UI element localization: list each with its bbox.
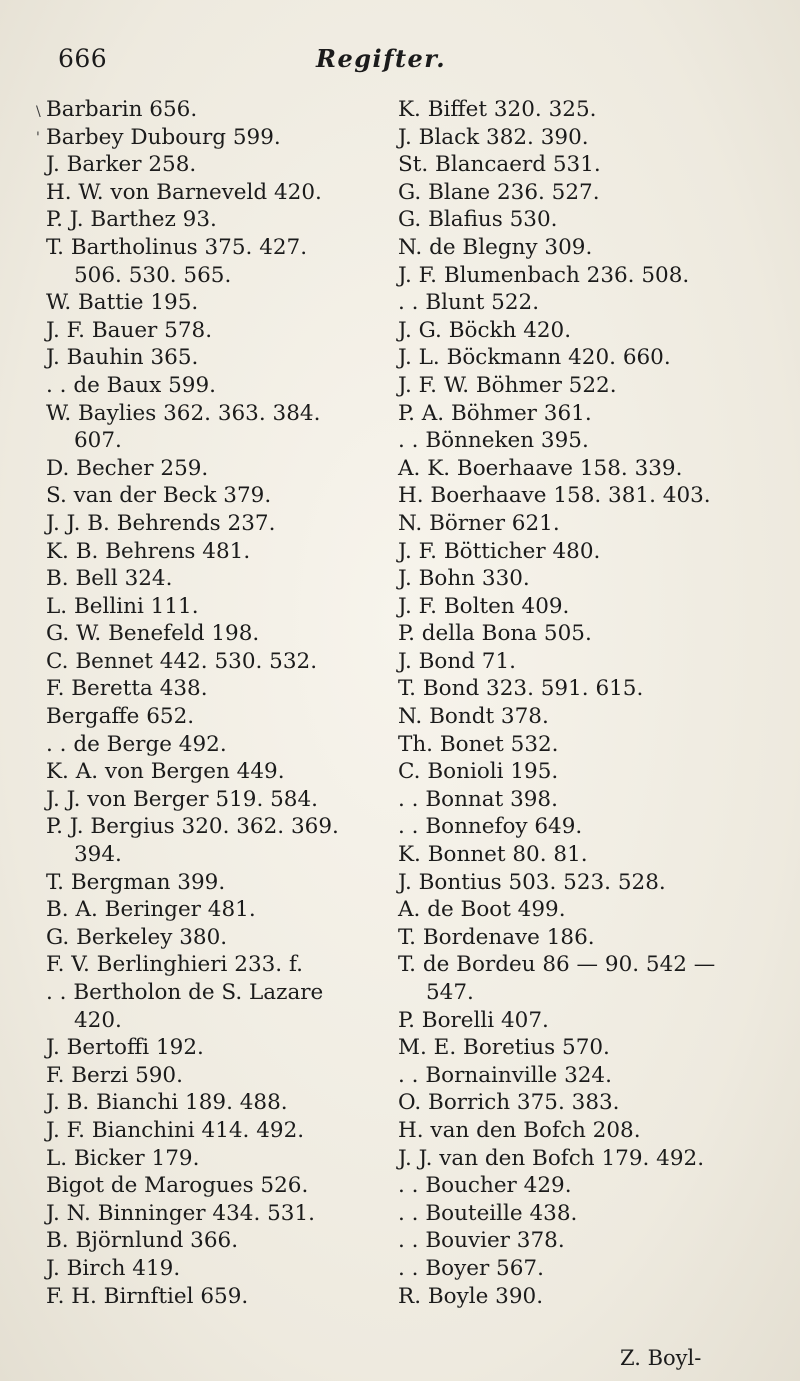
index-entry: P. Borelli 407. xyxy=(398,1007,549,1033)
index-entry: S. van der Beck 379. xyxy=(46,483,272,509)
index-entry: . . Bertholon de S. Lazare xyxy=(46,980,324,1005)
page-number: 666 xyxy=(58,44,108,73)
index-entry: H. W. von Barneveld 420. xyxy=(46,179,322,205)
index-entry: . . Bouvier 378. xyxy=(398,1228,565,1254)
index-entry: T. Bordenave 186. xyxy=(398,924,595,950)
index-entry: Barbarin 656. xyxy=(46,97,198,122)
index-entry: M. E. Boretius 570. xyxy=(398,1035,610,1061)
running-title: Regifter. xyxy=(316,44,447,73)
index-entry: C. Bonioli 195. xyxy=(398,759,559,785)
index-entry: J. F. Bianchini 414. 492. xyxy=(46,1117,305,1143)
index-entry: F. H. Birnftiel 659. xyxy=(46,1283,249,1309)
index-entry: T. Bond 323. 591. 615. xyxy=(398,676,644,702)
index-entry: G. Blafius 530. xyxy=(398,207,558,233)
index-entry: J. Black 382. 390. xyxy=(398,124,589,150)
index-entry: J. J. van den Bofch 179. 492. xyxy=(398,1145,705,1171)
index-entry: . . Boucher 429. xyxy=(398,1173,572,1199)
index-entry: J. Bond 71. xyxy=(398,648,516,674)
index-entry: J. F. W. Böhmer 522. xyxy=(398,372,617,398)
index-entry: . . Bönneken 395. xyxy=(398,428,589,454)
index-entry: N. de Blegny 309. xyxy=(398,234,593,260)
index-entry: G. Berkeley 380. xyxy=(46,924,228,950)
index-entry: T. Bergman 399. xyxy=(46,869,226,895)
index-entry: P. J. Bergius 320. 362. 369. xyxy=(46,814,339,840)
index-entry: R. Boyle 390. xyxy=(398,1283,544,1309)
index-entry: J. Bertoffi 192. xyxy=(46,1035,204,1061)
index-entry: N. Bondt 378. xyxy=(398,704,549,730)
index-entry: G. Blane 236. 527. xyxy=(398,179,600,205)
index-entry: N. Börner 621. xyxy=(398,510,560,536)
index-entry: H. van den Bofch 208. xyxy=(398,1117,641,1143)
index-entry: J. J. B. Behrends 237. xyxy=(46,510,276,536)
index-entry: . . Boyer 567. xyxy=(398,1255,544,1281)
index-entry: . . de Berge 492. xyxy=(46,731,227,757)
index-entry: K. Bonnet 80. 81. xyxy=(398,842,588,868)
index-entry: J. F. Bauer 578. xyxy=(46,317,213,343)
index-entry: B. Bell 324. xyxy=(46,566,173,592)
index-entry: O. Borrich 375. 383. xyxy=(398,1090,620,1116)
index-entry: C. Bennet 442. 530. 532. xyxy=(46,648,318,674)
index-entry: T. Bartholinus 375. 427. xyxy=(46,234,308,260)
index-entry-continuation: 506. 530. 565. xyxy=(74,262,232,288)
index-entry: D. Becher 259. xyxy=(46,455,209,481)
index-entry-continuation: 420. xyxy=(74,1007,122,1033)
index-entry: W. Baylies 362. 363. 384. xyxy=(46,400,321,426)
index-entry: P. A. Böhmer 361. xyxy=(398,400,592,426)
index-entry: K. B. Behrens 481. xyxy=(46,538,251,564)
index-entry: J. F. Bötticher 480. xyxy=(398,538,601,564)
index-entry: F. Beretta 438. xyxy=(46,676,208,702)
margin-mark: ' xyxy=(36,130,40,146)
index-entry: F. Berzi 590. xyxy=(46,1062,183,1088)
index-entry: B. A. Beringer 481. xyxy=(46,897,256,923)
index-entry: B. Björnlund 366. xyxy=(46,1228,239,1254)
margin-mark: \ xyxy=(36,104,41,120)
index-entry-continuation: 607. xyxy=(74,428,122,454)
index-column-left xyxy=(46,96,406,1310)
index-entry: J. F. Bolten 409. xyxy=(398,593,570,619)
index-entry: St. Blancaerd 531. xyxy=(398,152,601,178)
index-entry: Th. Bonet 532. xyxy=(398,731,559,757)
index-entry: J. L. Böckmann 420. 660. xyxy=(398,345,671,371)
index-entry: K. Biffet 320. 325. xyxy=(398,97,597,122)
index-column-right xyxy=(398,96,758,1310)
index-entry: J. J. von Berger 519. 584. xyxy=(46,786,318,812)
catchword: Z. Boyl- xyxy=(620,1346,702,1370)
index-entry-continuation: 547. xyxy=(426,980,474,1005)
index-entry: J. Birch 419. xyxy=(46,1255,181,1281)
index-entry: L. Bellini 111. xyxy=(46,593,199,619)
page-header xyxy=(0,40,800,90)
index-entry: J. B. Bianchi 189. 488. xyxy=(46,1090,288,1116)
index-entry: J. Bauhin 365. xyxy=(46,345,199,371)
index-entry: Bigot de Marogues 526. xyxy=(46,1173,309,1199)
index-entry: J. N. Binninger 434. 531. xyxy=(46,1200,315,1226)
index-entry: . . Bouteille 438. xyxy=(398,1200,578,1226)
index-entry: Barbey Dubourg 599. xyxy=(46,124,281,150)
index-entry: P. della Bona 505. xyxy=(398,621,592,647)
index-entry: . . de Baux 599. xyxy=(46,372,216,398)
index-entry: W. Battie 195. xyxy=(46,290,199,316)
index-entry: H. Boerhaave 158. 381. 403. xyxy=(398,483,711,509)
index-entry: F. V. Berlinghieri 233. f. xyxy=(46,952,304,978)
index-entry: . . Bornainville 324. xyxy=(398,1062,612,1088)
index-entry: . . Blunt 522. xyxy=(398,290,540,316)
index-entry-continuation: 394. xyxy=(74,842,122,868)
index-entry: K. A. von Bergen 449. xyxy=(46,759,285,785)
index-entry: J. F. Blumenbach 236. 508. xyxy=(398,262,690,288)
index-entry: P. J. Barthez 93. xyxy=(46,207,217,233)
index-entry: J. Bontius 503. 523. 528. xyxy=(398,869,666,895)
index-entry: . . Bonnat 398. xyxy=(398,786,558,812)
index-entry: J. Barker 258. xyxy=(46,152,197,178)
index-entry: A. de Boot 499. xyxy=(398,897,566,923)
index-entry: . . Bonnefoy 649. xyxy=(398,814,583,840)
index-entry: G. W. Benefeld 198. xyxy=(46,621,260,647)
index-entry: J. G. Böckh 420. xyxy=(398,317,572,343)
index-entry: J. Bohn 330. xyxy=(398,566,530,592)
index-entry: T. de Bordeu 86 — 90. 542 — xyxy=(398,952,716,978)
index-entry: Bergaffe 652. xyxy=(46,704,195,730)
index-entry: L. Bicker 179. xyxy=(46,1145,200,1171)
index-entry: A. K. Boerhaave 158. 339. xyxy=(398,455,683,481)
